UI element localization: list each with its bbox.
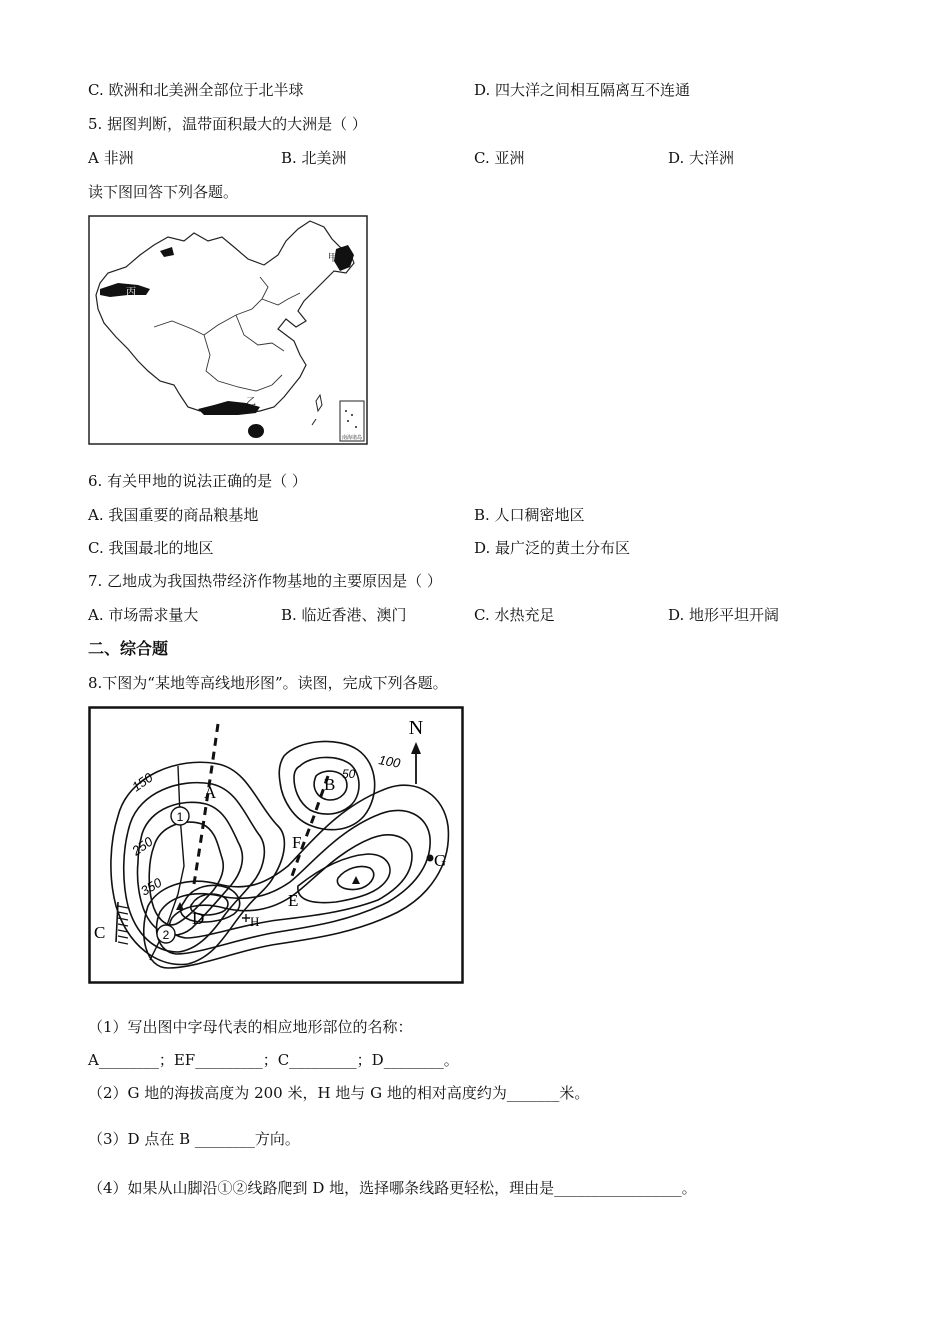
contour-350: 350 [138, 874, 165, 899]
q6-option-c: C. 我国最北的地区 [88, 539, 214, 557]
china-map-figure [88, 215, 368, 445]
label-D: D [192, 909, 205, 928]
inset-label: 南海诸岛 [341, 435, 363, 441]
label-A: A [204, 783, 217, 802]
q5-stem: 5. 据图判断，温带面积最大的大洲是（ ） [88, 115, 367, 133]
label-F: F [292, 833, 302, 852]
label-bing: 丙 [126, 287, 136, 298]
q8-sub3: （3）D 点在 B ________方向。 [88, 1130, 300, 1148]
q8-sub1-blanks: A________；EF_________；C_________；D________。 [88, 1051, 459, 1069]
label-yi: 乙 [246, 397, 256, 408]
q8-sub2: （2）G 地的海拔高度为 200 米，H 地与 G 地的相对高度约为_______米。 [88, 1084, 590, 1102]
q7-option-b: B. 临近香港、澳门 [281, 606, 407, 624]
read-map-prompt: 读下图回答下列各题。 [88, 183, 239, 201]
q6-option-b: B. 人口稠密地区 [474, 506, 585, 524]
q4-option-d: D. 四大洋之间相互隔离互不连通 [474, 81, 691, 99]
route-2-label: 2 [162, 928, 170, 942]
q8-sub4: （4）如果从山脚沿①②线路爬到 D 地，选择哪条线路更轻松，理由是_________________。 [88, 1179, 697, 1197]
label-jia: 甲 [328, 253, 338, 264]
contour-250: 250 [129, 833, 156, 859]
q5-option-a: A 非洲 [88, 149, 134, 167]
contour-150: 150 [129, 769, 156, 795]
q8-sub1: （1）写出图中字母代表的相应地形部位的名称： [88, 1018, 413, 1036]
q7-option-d: D. 地形平坦开阔 [668, 606, 780, 624]
north-label: N [408, 717, 424, 739]
q5-option-d: D. 大洋洲 [668, 149, 735, 167]
q7-option-c: C. 水热充足 [474, 606, 555, 624]
label-H: H [250, 914, 260, 929]
label-B: B [324, 775, 336, 794]
q7-option-a: A. 市场需求量大 [88, 606, 199, 624]
label-G: G [434, 851, 447, 870]
q7-stem: 7. 乙地成为我国热带经济作物基地的主要原因是（ ） [88, 572, 442, 590]
q8-stem: 8.下图为“某地等高线地形图”。读图，完成下列各题。 [88, 674, 448, 692]
section-title: 二、综合题 [88, 639, 169, 658]
route-1-label: 1 [176, 810, 184, 824]
q5-option-c: C. 亚洲 [474, 149, 525, 167]
q5-option-b: B. 北美洲 [281, 149, 347, 167]
contour-100: 100 [377, 752, 402, 771]
contour-map-figure [88, 706, 464, 984]
q6-option-d: D. 最广泛的黄土分布区 [474, 539, 631, 557]
label-E: E [288, 891, 299, 910]
label-C: C [94, 923, 106, 942]
contour-50: 50 [342, 767, 356, 781]
q6-option-a: A. 我国重要的商品粮基地 [88, 506, 259, 524]
q4-option-c: C. 欧洲和北美洲全部位于北半球 [88, 81, 304, 99]
q6-stem: 6. 有关甲地的说法正确的是（ ） [88, 472, 307, 490]
